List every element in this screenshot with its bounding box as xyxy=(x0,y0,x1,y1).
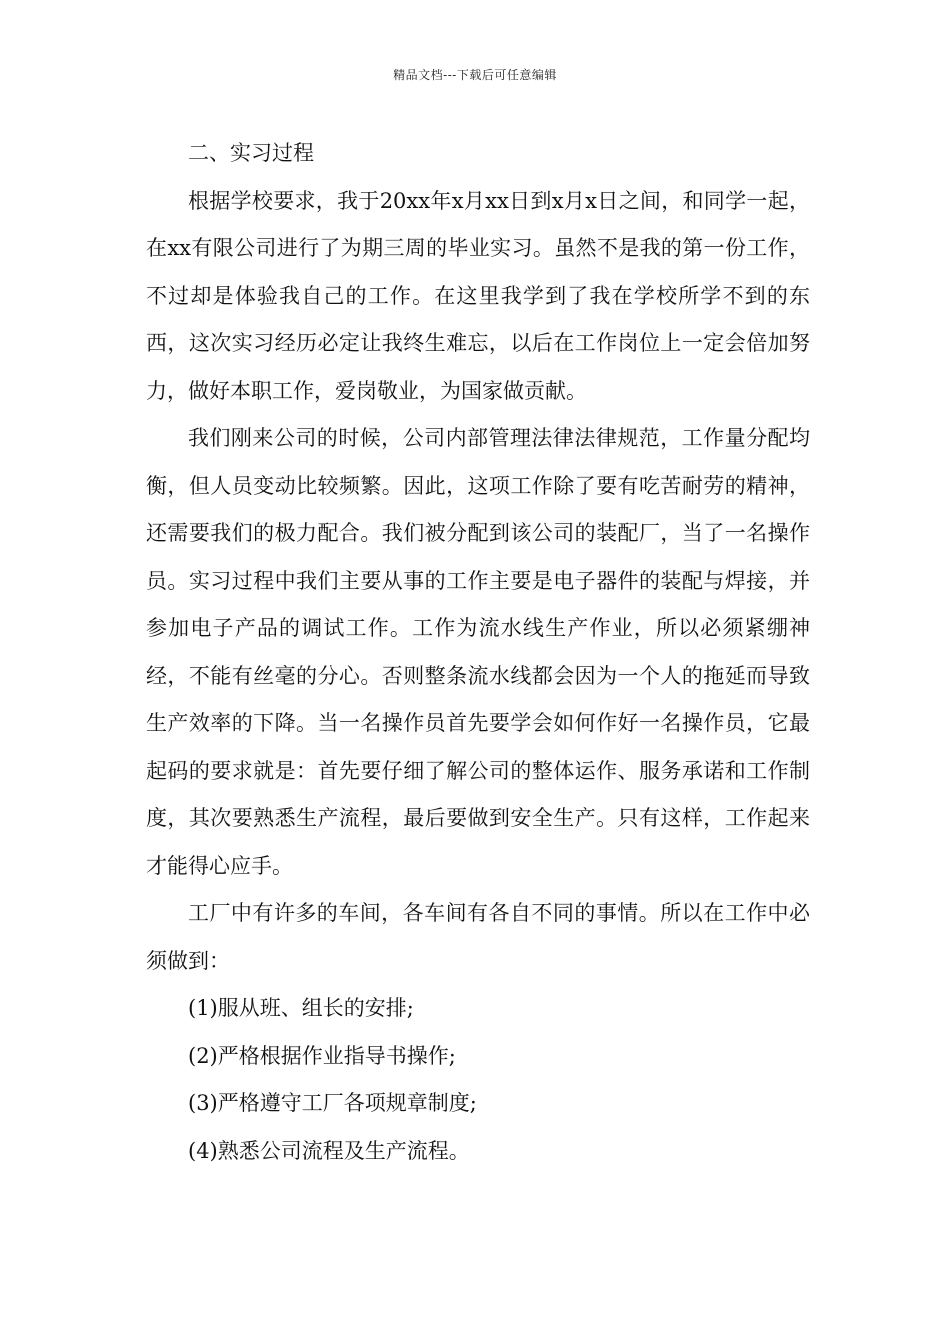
document-body xyxy=(146,130,810,1175)
list-item: (2)严格根据作业指导书操作; xyxy=(188,1043,456,1068)
paragraph-workshop-rules: 工厂中有许多的车间，各车间有各自不同的事情。所以在工作中必须做到： xyxy=(146,901,810,973)
list-item: (3)严格遵守工厂各项规章制度; xyxy=(188,1091,477,1115)
list-item: (4)熟悉公司流程及生产流程。 xyxy=(188,1138,470,1163)
page-header: 精品文档---下载后可任意编辑 xyxy=(393,68,557,82)
section-heading: 二、实习过程 xyxy=(188,141,314,165)
paragraph-internship-intro: 根据学校要求，我于20xx年x月xx日到x月x日之间，和同学一起，在xx有限公司进行了为期三周的毕业实习。虽然不是我的第一份工作，不过却是体验我自己的工作。在这里我学到了我在学校所学不到的东西，这次实习经历必定让我终生难忘，以后在工作岗位上一定会倍加努力，做好本职工作，爱岗敬业，为国家做贡献。 xyxy=(146,188,810,403)
paragraph-company-work: 我们刚来公司的时候，公司内部管理法律法律规范，工作量分配均衡，但人员变动比较频繁。因此，这项工作除了要有吃苦耐劳的精神，还需要我们的极力配合。我们被分配到该公司的装配厂，当了一名操作员。实习过程中我们主要从事的工作主要是电子器件的装配与焊接，并参加电子产品的调试工作。工作为流水线生产作业，所以必须紧绷神经，不能有丝毫的分心。否则整条流水线都会因为一个人的拖延而导致生产效率的下降。当一名操作员首先要学会如何作好一名操作员，它最起码的要求就是：首先要仔细了解公司的整体运作、服务承诺和工作制度，其次要熟悉生产流程，最后要做到安全生产。只有这样，工作起来才能得心应手。 xyxy=(146,426,810,878)
list-item: (1)服从班、组长的安排; xyxy=(188,996,414,1020)
